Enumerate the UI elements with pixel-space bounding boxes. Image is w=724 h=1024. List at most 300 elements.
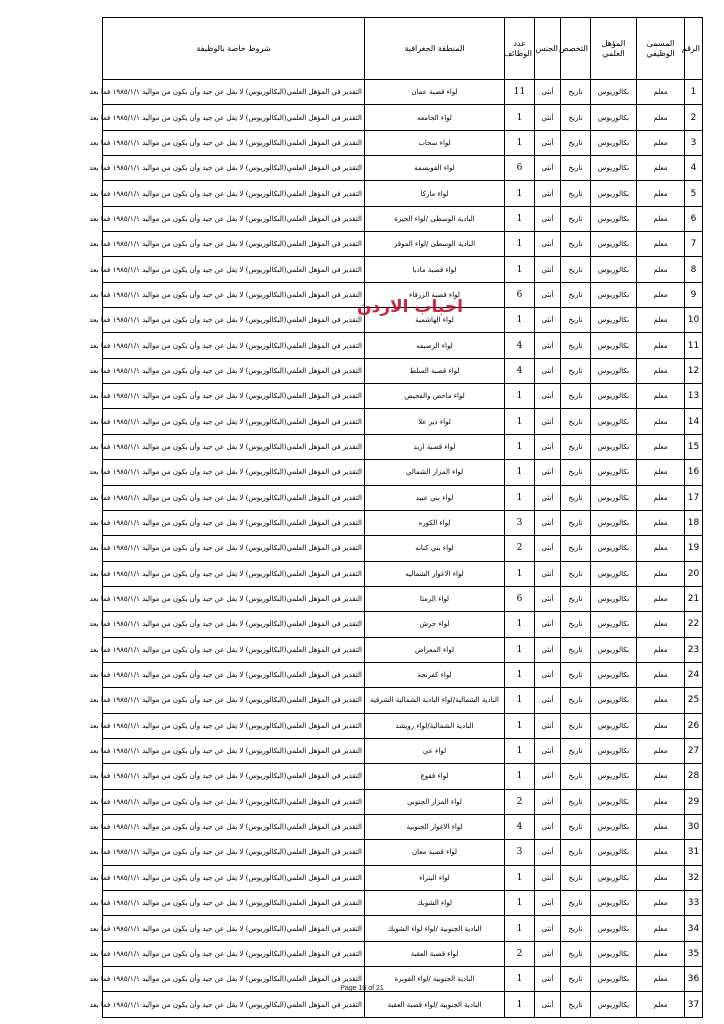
cell-specialization: تاريخ bbox=[561, 764, 591, 789]
cell-gender: أنثى bbox=[535, 967, 561, 992]
cell-qualification: بكالوريوس bbox=[591, 992, 637, 1017]
cell-qualification: بكالوريوس bbox=[591, 156, 637, 181]
cell-gender: أنثى bbox=[535, 814, 561, 839]
cell-region: البادية الجنوبية /لواء قصبة العقبة bbox=[365, 992, 505, 1017]
cell-gender: أنثى bbox=[535, 561, 561, 586]
cell-num: 10 bbox=[685, 308, 703, 333]
cell-num: 12 bbox=[685, 358, 703, 383]
cell-count: 1 bbox=[505, 105, 535, 130]
cell-num: 27 bbox=[685, 738, 703, 763]
header-gender: الجنس bbox=[535, 18, 561, 80]
cell-specialization: تاريخ bbox=[561, 967, 591, 992]
cell-region: لواء كفرنجة bbox=[365, 662, 505, 687]
cell-region: لواء الاغوار الجنوبية bbox=[365, 814, 505, 839]
cell-count: 1 bbox=[505, 662, 535, 687]
cell-specialization: تاريخ bbox=[561, 156, 591, 181]
cell-num: 23 bbox=[685, 637, 703, 662]
cell-region: البادية الشمالية/لواء رويشد bbox=[365, 713, 505, 738]
cell-specialization: تاريخ bbox=[561, 612, 591, 637]
cell-specialization: تاريخ bbox=[561, 130, 591, 155]
cell-region: لواء الشوبك bbox=[365, 891, 505, 916]
cell-count: 6 bbox=[505, 282, 535, 307]
cell-title: معلم bbox=[637, 434, 685, 459]
cell-title: معلم bbox=[637, 282, 685, 307]
table-row bbox=[103, 637, 703, 662]
cell-specialization: تاريخ bbox=[561, 637, 591, 662]
cell-gender: أنثى bbox=[535, 688, 561, 713]
cell-conditions: التقدير في المؤهل العلمي(البكالوريوس) لا يقل عن جيد وأن يكون من مواليد ١٩٨٥/١/١ فما بعد bbox=[103, 865, 365, 890]
cell-title: معلم bbox=[637, 688, 685, 713]
cell-conditions: التقدير في المؤهل العلمي(البكالوريوس) لا يقل عن جيد وأن يكون من مواليد ١٩٨٥/١/١ فما بعد bbox=[103, 612, 365, 637]
cell-title: معلم bbox=[637, 865, 685, 890]
table-row bbox=[103, 561, 703, 586]
cell-count: 11 bbox=[505, 80, 535, 105]
cell-specialization: تاريخ bbox=[561, 992, 591, 1017]
cell-num: 34 bbox=[685, 916, 703, 941]
cell-count: 1 bbox=[505, 561, 535, 586]
cell-gender: أنثى bbox=[535, 434, 561, 459]
cell-conditions: التقدير في المؤهل العلمي(البكالوريوس) لا يقل عن جيد وأن يكون من مواليد ١٩٨٥/١/١ فما بعد bbox=[103, 282, 365, 307]
cell-qualification: بكالوريوس bbox=[591, 510, 637, 535]
cell-region: لواء قصبة عمان bbox=[365, 80, 505, 105]
table-row bbox=[103, 156, 703, 181]
table-body bbox=[89, 80, 703, 1018]
cell-specialization: تاريخ bbox=[561, 713, 591, 738]
cell-qualification: بكالوريوس bbox=[591, 434, 637, 459]
cell-region: لواء الجامعه bbox=[365, 105, 505, 130]
cell-count: 1 bbox=[505, 764, 535, 789]
cell-gender: أنثى bbox=[535, 333, 561, 358]
cell-region: لواء البتراء bbox=[365, 865, 505, 890]
cell-qualification: بكالوريوس bbox=[591, 561, 637, 586]
cell-qualification: بكالوريوس bbox=[591, 814, 637, 839]
cell-specialization: تاريخ bbox=[561, 891, 591, 916]
table-row bbox=[103, 333, 703, 358]
cell-region: البادية الشمالية/لواء البادية الشمالية الشرقية bbox=[365, 688, 505, 713]
table-row bbox=[103, 232, 703, 257]
cell-title: معلم bbox=[637, 536, 685, 561]
table-row bbox=[103, 941, 703, 966]
cell-title: معلم bbox=[637, 232, 685, 257]
cell-qualification: بكالوريوس bbox=[591, 688, 637, 713]
cell-specialization: تاريخ bbox=[561, 485, 591, 510]
cell-count: 1 bbox=[505, 384, 535, 409]
cell-count: 2 bbox=[505, 941, 535, 966]
cell-gender: أنثى bbox=[535, 510, 561, 535]
cell-qualification: بكالوريوس bbox=[591, 80, 637, 105]
cell-title: معلم bbox=[637, 916, 685, 941]
cell-specialization: تاريخ bbox=[561, 384, 591, 409]
cell-title: معلم bbox=[637, 308, 685, 333]
cell-title: معلم bbox=[637, 156, 685, 181]
cell-num: 4 bbox=[685, 156, 703, 181]
cell-region: لواء الرصيفه bbox=[365, 333, 505, 358]
table-row bbox=[103, 738, 703, 763]
cell-specialization: تاريخ bbox=[561, 865, 591, 890]
cell-title: معلم bbox=[637, 891, 685, 916]
cell-num: 32 bbox=[685, 865, 703, 890]
cell-conditions: التقدير في المؤهل العلمي(البكالوريوس) لا يقل عن جيد وأن يكون من مواليد ١٩٨٥/١/١ فما بعد bbox=[103, 916, 365, 941]
cell-gender: أنثى bbox=[535, 308, 561, 333]
cell-conditions: التقدير في المؤهل العلمي(البكالوريوس) لا يقل عن جيد وأن يكون من مواليد ١٩٨٥/١/١ فما بعد bbox=[103, 510, 365, 535]
cell-region: لواء المعراض bbox=[365, 637, 505, 662]
table-row bbox=[103, 662, 703, 687]
cell-gender: أنثى bbox=[535, 764, 561, 789]
cell-specialization: تاريخ bbox=[561, 814, 591, 839]
cell-count: 1 bbox=[505, 916, 535, 941]
cell-conditions: التقدير في المؤهل العلمي(البكالوريوس) لا يقل عن جيد وأن يكون من مواليد ١٩٨٥/١/١ فما بعد bbox=[103, 333, 365, 358]
table-row bbox=[103, 181, 703, 206]
cell-conditions: التقدير في المؤهل العلمي(البكالوريوس) لا يقل عن جيد وأن يكون من مواليد ١٩٨٥/١/١ فما بعد bbox=[103, 688, 365, 713]
cell-qualification: بكالوريوس bbox=[591, 232, 637, 257]
cell-specialization: تاريخ bbox=[561, 257, 591, 282]
cell-count: 1 bbox=[505, 992, 535, 1017]
cell-count: 3 bbox=[505, 840, 535, 865]
cell-count: 2 bbox=[505, 536, 535, 561]
cell-gender: أنثى bbox=[535, 485, 561, 510]
cell-region: لواء المزار الشمالي bbox=[365, 460, 505, 485]
cell-region: لواء الهاشمية bbox=[365, 308, 505, 333]
cell-num: 25 bbox=[685, 688, 703, 713]
cell-specialization: تاريخ bbox=[561, 460, 591, 485]
cell-title: معلم bbox=[637, 612, 685, 637]
table-row bbox=[103, 612, 703, 637]
table-row bbox=[103, 713, 703, 738]
cell-gender: أنثى bbox=[535, 409, 561, 434]
cell-gender: أنثى bbox=[535, 282, 561, 307]
cell-region: لواء الكوره bbox=[365, 510, 505, 535]
cell-count: 6 bbox=[505, 586, 535, 611]
cell-count: 1 bbox=[505, 612, 535, 637]
cell-qualification: بكالوريوس bbox=[591, 916, 637, 941]
cell-qualification: بكالوريوس bbox=[591, 891, 637, 916]
cell-num: 16 bbox=[685, 460, 703, 485]
cell-title: معلم bbox=[637, 485, 685, 510]
table-header-row bbox=[103, 18, 703, 80]
cell-specialization: تاريخ bbox=[561, 916, 591, 941]
cell-conditions: التقدير في المؤهل العلمي(البكالوريوس) لا يقل عن جيد وأن يكون من مواليد ١٩٨٥/١/١ فما بعد bbox=[103, 358, 365, 383]
table-row bbox=[103, 485, 703, 510]
table-row bbox=[103, 814, 703, 839]
cell-gender: أنثى bbox=[535, 105, 561, 130]
cell-conditions: التقدير في المؤهل العلمي(البكالوريوس) لا يقل عن جيد وأن يكون من مواليد ١٩٨٥/١/١ فما بعد bbox=[103, 384, 365, 409]
cell-qualification: بكالوريوس bbox=[591, 333, 637, 358]
cell-title: معلم bbox=[637, 814, 685, 839]
cell-num: 11 bbox=[685, 333, 703, 358]
cell-count: 1 bbox=[505, 460, 535, 485]
cell-gender: أنثى bbox=[535, 130, 561, 155]
cell-gender: أنثى bbox=[535, 358, 561, 383]
cell-gender: أنثى bbox=[535, 181, 561, 206]
cell-num: 6 bbox=[685, 206, 703, 231]
cell-count: 3 bbox=[505, 510, 535, 535]
cell-title: معلم bbox=[637, 713, 685, 738]
cell-title: معلم bbox=[637, 105, 685, 130]
cell-qualification: بكالوريوس bbox=[591, 865, 637, 890]
cell-title: معلم bbox=[637, 561, 685, 586]
cell-qualification: بكالوريوس bbox=[591, 358, 637, 383]
jobs-table bbox=[89, 17, 703, 1018]
table-row bbox=[103, 865, 703, 890]
cell-num: 37 bbox=[685, 992, 703, 1017]
cell-specialization: تاريخ bbox=[561, 536, 591, 561]
cell-gender: أنثى bbox=[535, 916, 561, 941]
cell-region: لواء جرش bbox=[365, 612, 505, 637]
table-row bbox=[103, 130, 703, 155]
cell-count: 1 bbox=[505, 637, 535, 662]
cell-count: 1 bbox=[505, 713, 535, 738]
table-row bbox=[103, 840, 703, 865]
table-row bbox=[103, 409, 703, 434]
cell-conditions: التقدير في المؤهل العلمي(البكالوريوس) لا يقل عن جيد وأن يكون من مواليد ١٩٨٥/١/١ فما بعد bbox=[103, 460, 365, 485]
cell-specialization: تاريخ bbox=[561, 662, 591, 687]
cell-gender: أنثى bbox=[535, 992, 561, 1017]
cell-conditions: التقدير في المؤهل العلمي(البكالوريوس) لا يقل عن جيد وأن يكون من مواليد ١٩٨٥/١/١ فما بعد bbox=[103, 257, 365, 282]
cell-num: 21 bbox=[685, 586, 703, 611]
cell-count: 1 bbox=[505, 232, 535, 257]
table-row bbox=[103, 206, 703, 231]
cell-specialization: تاريخ bbox=[561, 308, 591, 333]
cell-title: معلم bbox=[637, 409, 685, 434]
cell-qualification: بكالوريوس bbox=[591, 282, 637, 307]
table-row bbox=[103, 586, 703, 611]
cell-count: 1 bbox=[505, 865, 535, 890]
cell-count: 1 bbox=[505, 688, 535, 713]
cell-qualification: بكالوريوس bbox=[591, 713, 637, 738]
cell-qualification: بكالوريوس bbox=[591, 586, 637, 611]
cell-region: لواء بني عبيد bbox=[365, 485, 505, 510]
cell-specialization: تاريخ bbox=[561, 510, 591, 535]
table-row bbox=[103, 992, 703, 1017]
cell-gender: أنثى bbox=[535, 156, 561, 181]
cell-count: 1 bbox=[505, 130, 535, 155]
cell-count: 4 bbox=[505, 358, 535, 383]
cell-count: 2 bbox=[505, 789, 535, 814]
cell-specialization: تاريخ bbox=[561, 434, 591, 459]
table-row bbox=[103, 434, 703, 459]
cell-num: 19 bbox=[685, 536, 703, 561]
cell-num: 35 bbox=[685, 941, 703, 966]
cell-region: لواء عي bbox=[365, 738, 505, 763]
cell-title: معلم bbox=[637, 738, 685, 763]
table-row bbox=[103, 358, 703, 383]
cell-gender: أنثى bbox=[535, 891, 561, 916]
table-row bbox=[103, 536, 703, 561]
cell-num: 1 bbox=[685, 80, 703, 105]
cell-count: 1 bbox=[505, 967, 535, 992]
header-conditions: شروط خاصة بالوظيفة bbox=[103, 18, 365, 80]
cell-region: البادية الجنوبية /لواء القويرة bbox=[365, 967, 505, 992]
cell-qualification: بكالوريوس bbox=[591, 536, 637, 561]
cell-region: لواء ماحص والفحيص bbox=[365, 384, 505, 409]
cell-region: لواء القويسمة bbox=[365, 156, 505, 181]
cell-specialization: تاريخ bbox=[561, 105, 591, 130]
cell-qualification: بكالوريوس bbox=[591, 941, 637, 966]
cell-title: معلم bbox=[637, 358, 685, 383]
cell-num: 3 bbox=[685, 130, 703, 155]
cell-num: 36 bbox=[685, 967, 703, 992]
cell-num: 8 bbox=[685, 257, 703, 282]
cell-count: 1 bbox=[505, 485, 535, 510]
table-row bbox=[103, 80, 703, 105]
cell-num: 29 bbox=[685, 789, 703, 814]
cell-qualification: بكالوريوس bbox=[591, 612, 637, 637]
cell-num: 5 bbox=[685, 181, 703, 206]
cell-gender: أنثى bbox=[535, 384, 561, 409]
header-qualification: المؤهل العلمي bbox=[591, 18, 637, 80]
cell-conditions: التقدير في المؤهل العلمي(البكالوريوس) لا يقل عن جيد وأن يكون من مواليد ١٩٨٥/١/١ فما بعد bbox=[103, 891, 365, 916]
cell-specialization: تاريخ bbox=[561, 789, 591, 814]
cell-region: لواء فقوع bbox=[365, 764, 505, 789]
cell-qualification: بكالوريوس bbox=[591, 257, 637, 282]
cell-title: معلم bbox=[637, 586, 685, 611]
cell-gender: أنثى bbox=[535, 713, 561, 738]
cell-title: معلم bbox=[637, 130, 685, 155]
cell-num: 22 bbox=[685, 612, 703, 637]
cell-num: 14 bbox=[685, 409, 703, 434]
cell-qualification: بكالوريوس bbox=[591, 738, 637, 763]
cell-qualification: بكالوريوس bbox=[591, 384, 637, 409]
cell-specialization: تاريخ bbox=[561, 586, 591, 611]
cell-gender: أنثى bbox=[535, 536, 561, 561]
cell-qualification: بكالوريوس bbox=[591, 460, 637, 485]
cell-title: معلم bbox=[637, 257, 685, 282]
table-row bbox=[103, 891, 703, 916]
cell-gender: أنثى bbox=[535, 662, 561, 687]
cell-region: لواء سحاب bbox=[365, 130, 505, 155]
cell-conditions: التقدير في المؤهل العلمي(البكالوريوس) لا يقل عن جيد وأن يكون من مواليد ١٩٨٥/١/١ فما بعد bbox=[103, 561, 365, 586]
cell-count: 1 bbox=[505, 738, 535, 763]
cell-specialization: تاريخ bbox=[561, 80, 591, 105]
header-region: المنطقة الجغرافية bbox=[365, 18, 505, 80]
cell-count: 6 bbox=[505, 156, 535, 181]
cell-gender: أنثى bbox=[535, 80, 561, 105]
cell-title: معلم bbox=[637, 840, 685, 865]
cell-conditions: التقدير في المؤهل العلمي(البكالوريوس) لا يقل عن جيد وأن يكون من مواليد ١٩٨٥/١/١ فما بعد bbox=[103, 206, 365, 231]
cell-num: 13 bbox=[685, 384, 703, 409]
cell-gender: أنثى bbox=[535, 232, 561, 257]
cell-qualification: بكالوريوس bbox=[591, 308, 637, 333]
cell-qualification: بكالوريوس bbox=[591, 181, 637, 206]
cell-num: 9 bbox=[685, 282, 703, 307]
cell-specialization: تاريخ bbox=[561, 232, 591, 257]
cell-specialization: تاريخ bbox=[561, 206, 591, 231]
cell-conditions: التقدير في المؤهل العلمي(البكالوريوس) لا يقل عن جيد وأن يكون من مواليد ١٩٨٥/١/١ فما بعد bbox=[103, 789, 365, 814]
cell-region: لواء قصبة العقبة bbox=[365, 941, 505, 966]
cell-count: 1 bbox=[505, 181, 535, 206]
cell-title: معلم bbox=[637, 384, 685, 409]
cell-specialization: تاريخ bbox=[561, 181, 591, 206]
cell-conditions: التقدير في المؤهل العلمي(البكالوريوس) لا يقل عن جيد وأن يكون من مواليد ١٩٨٥/١/١ فما بعد bbox=[103, 308, 365, 333]
table-row bbox=[103, 257, 703, 282]
cell-title: معلم bbox=[637, 967, 685, 992]
cell-region: لواء دير علا bbox=[365, 409, 505, 434]
cell-qualification: بكالوريوس bbox=[591, 409, 637, 434]
cell-conditions: التقدير في المؤهل العلمي(البكالوريوس) لا يقل عن جيد وأن يكون من مواليد ١٩٨٥/١/١ فما بعد bbox=[103, 992, 365, 1017]
cell-conditions: التقدير في المؤهل العلمي(البكالوريوس) لا يقل عن جيد وأن يكون من مواليد ١٩٨٥/١/١ فما بعد bbox=[103, 409, 365, 434]
cell-gender: أنثى bbox=[535, 257, 561, 282]
cell-count: 4 bbox=[505, 333, 535, 358]
header-specialization: التخصص bbox=[561, 18, 591, 80]
page-footer: Page 10 of 21 bbox=[340, 985, 384, 992]
cell-specialization: تاريخ bbox=[561, 688, 591, 713]
cell-title: معلم bbox=[637, 206, 685, 231]
cell-gender: أنثى bbox=[535, 460, 561, 485]
cell-num: 18 bbox=[685, 510, 703, 535]
cell-count: 1 bbox=[505, 206, 535, 231]
table-row bbox=[103, 460, 703, 485]
cell-conditions: التقدير في المؤهل العلمي(البكالوريوس) لا يقل عن جيد وأن يكون من مواليد ١٩٨٥/١/١ فما بعد bbox=[103, 764, 365, 789]
cell-gender: أنثى bbox=[535, 789, 561, 814]
cell-region: لواء قصبة الزرقاء bbox=[365, 282, 505, 307]
cell-title: معلم bbox=[637, 789, 685, 814]
cell-region: البادية الوسطى /لواء الجيزة bbox=[365, 206, 505, 231]
cell-qualification: بكالوريوس bbox=[591, 764, 637, 789]
cell-num: 28 bbox=[685, 764, 703, 789]
cell-gender: أنثى bbox=[535, 206, 561, 231]
cell-qualification: بكالوريوس bbox=[591, 130, 637, 155]
cell-conditions: التقدير في المؤهل العلمي(البكالوريوس) لا يقل عن جيد وأن يكون من مواليد ١٩٨٥/١/١ فما بعد bbox=[103, 662, 365, 687]
cell-specialization: تاريخ bbox=[561, 561, 591, 586]
cell-region: لواء المزار الجنوبي bbox=[365, 789, 505, 814]
cell-conditions: التقدير في المؤهل العلمي(البكالوريوس) لا يقل عن جيد وأن يكون من مواليد ١٩٨٥/١/١ فما بعد bbox=[103, 713, 365, 738]
cell-region: لواء قصبة السلط bbox=[365, 358, 505, 383]
cell-count: 1 bbox=[505, 308, 535, 333]
watermark: احباب الاردن bbox=[357, 297, 463, 317]
cell-conditions: التقدير في المؤهل العلمي(البكالوريوس) لا يقل عن جيد وأن يكون من مواليد ١٩٨٥/١/١ فما بعد bbox=[103, 967, 365, 992]
cell-conditions: التقدير في المؤهل العلمي(البكالوريوس) لا يقل عن جيد وأن يكون من مواليد ١٩٨٥/١/١ فما بعد bbox=[103, 434, 365, 459]
cell-num: 15 bbox=[685, 434, 703, 459]
cell-conditions: التقدير في المؤهل العلمي(البكالوريوس) لا يقل عن جيد وأن يكون من مواليد ١٩٨٥/١/١ فما بعد bbox=[103, 105, 365, 130]
cell-qualification: بكالوريوس bbox=[591, 105, 637, 130]
cell-region: لواء بني كنانه bbox=[365, 536, 505, 561]
cell-region: لواء قصبة اربد bbox=[365, 434, 505, 459]
cell-title: معلم bbox=[637, 764, 685, 789]
cell-specialization: تاريخ bbox=[561, 358, 591, 383]
cell-gender: أنثى bbox=[535, 840, 561, 865]
cell-qualification: بكالوريوس bbox=[591, 662, 637, 687]
cell-conditions: التقدير في المؤهل العلمي(البكالوريوس) لا يقل عن جيد وأن يكون من مواليد ١٩٨٥/١/١ فما بعد bbox=[103, 536, 365, 561]
cell-region: لواء الرمثا bbox=[365, 586, 505, 611]
cell-title: معلم bbox=[637, 941, 685, 966]
cell-num: 20 bbox=[685, 561, 703, 586]
cell-region: البادية الوسطى /لواء الموقر bbox=[365, 232, 505, 257]
table-row bbox=[103, 510, 703, 535]
cell-gender: أنثى bbox=[535, 637, 561, 662]
cell-num: 7 bbox=[685, 232, 703, 257]
table-row bbox=[103, 789, 703, 814]
cell-gender: أنثى bbox=[535, 865, 561, 890]
table-row bbox=[103, 384, 703, 409]
cell-conditions: التقدير في المؤهل العلمي(البكالوريوس) لا يقل عن جيد وأن يكون من مواليد ١٩٨٥/١/١ فما بعد bbox=[103, 637, 365, 662]
cell-num: 17 bbox=[685, 485, 703, 510]
header-title: المسمى الوظيفي bbox=[637, 18, 685, 80]
cell-conditions: التقدير في المؤهل العلمي(البكالوريوس) لا يقل عن جيد وأن يكون من مواليد ١٩٨٥/١/١ فما بعد bbox=[103, 814, 365, 839]
cell-conditions: التقدير في المؤهل العلمي(البكالوريوس) لا يقل عن جيد وأن يكون من مواليد ١٩٨٥/١/١ فما بعد bbox=[103, 485, 365, 510]
cell-conditions: التقدير في المؤهل العلمي(البكالوريوس) لا يقل عن جيد وأن يكون من مواليد ١٩٨٥/١/١ فما بعد bbox=[103, 840, 365, 865]
cell-gender: أنثى bbox=[535, 586, 561, 611]
cell-specialization: تاريخ bbox=[561, 738, 591, 763]
cell-conditions: التقدير في المؤهل العلمي(البكالوريوس) لا يقل عن جيد وأن يكون من مواليد ١٩٨٥/١/١ فما بعد bbox=[103, 130, 365, 155]
cell-gender: أنثى bbox=[535, 941, 561, 966]
cell-num: 31 bbox=[685, 840, 703, 865]
header-count: عدد الوظائف bbox=[505, 18, 535, 80]
cell-gender: أنثى bbox=[535, 738, 561, 763]
cell-title: معلم bbox=[637, 80, 685, 105]
cell-specialization: تاريخ bbox=[561, 840, 591, 865]
cell-title: معلم bbox=[637, 333, 685, 358]
cell-qualification: بكالوريوس bbox=[591, 789, 637, 814]
